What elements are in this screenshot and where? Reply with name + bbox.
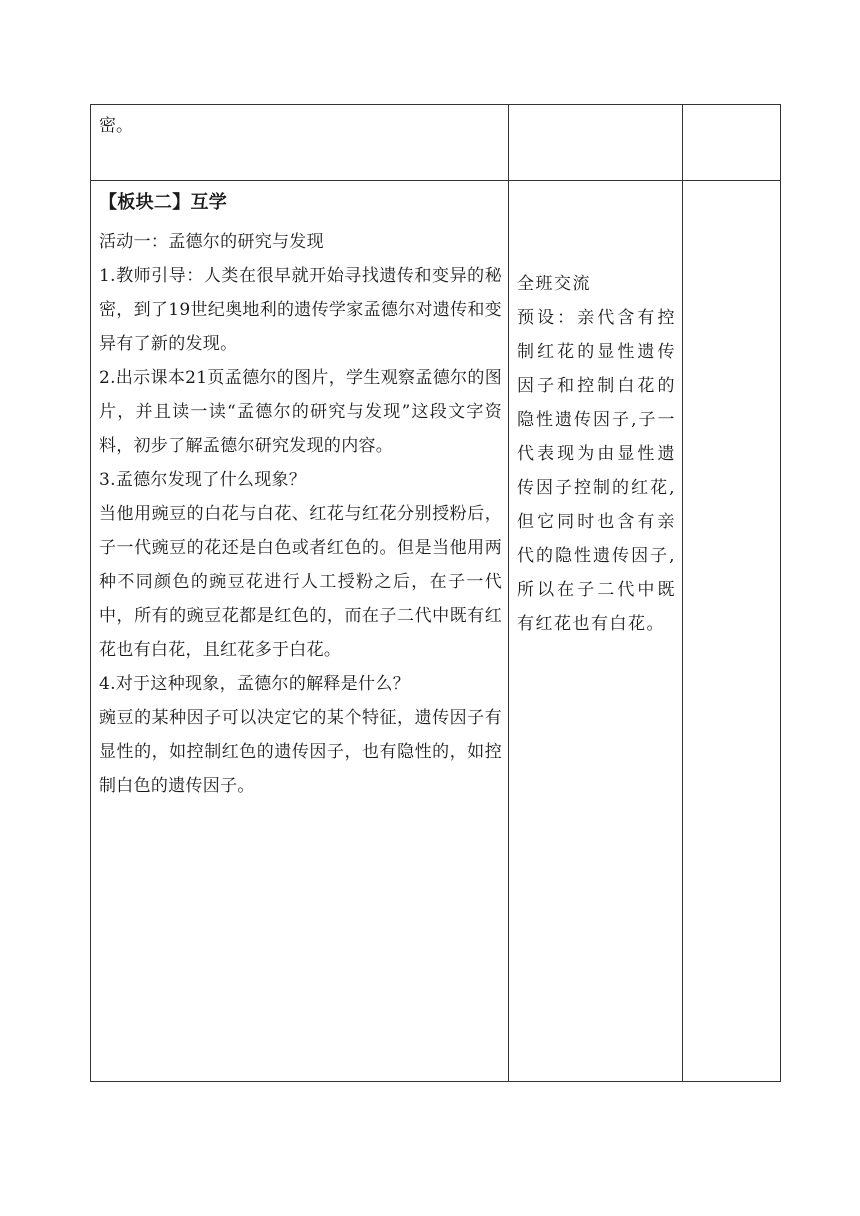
paragraph-4: 当他用豌豆的白花与白花、红花与红花分别授粉后，子一代豌豆的花还是白色或者红色的。但是当他用两种不同颜色的豌豆花进行人工授粉之后，在子一代中，所有的豌豆花都是红色的，而在子二代中既有红花也有白花，且红花多于白花。 xyxy=(99,504,502,660)
side-text: 预设：亲代含有控制红花的显性遗传因子和控制白花的隐性遗传因子,子一代表现为由显性遗传因子控制的红花,但它同时也含有亲代的隐性遗传因子,所以在子二代中既有红花也有白花。 xyxy=(517,308,676,634)
side-cell-top xyxy=(509,105,683,181)
continued-text: 密。 xyxy=(99,116,133,136)
lesson-plan-table xyxy=(90,104,781,1082)
paragraph-3: 3.孟德尔发现了什么现象？ xyxy=(99,470,307,490)
table-row xyxy=(91,105,781,181)
table-row xyxy=(91,181,781,1082)
paragraph-2: 2.出示课本21页孟德尔的图片，学生观察孟德尔的图片，并且读一读“孟德尔的研究与发现”这段文字资料，初步了解孟德尔研究发现的内容。 xyxy=(99,368,502,456)
activity-title: 活动一：孟德尔的研究与发现 xyxy=(99,232,324,252)
paragraph-1: 1.教师引导：人类在很早就开始寻找遗传和变异的秘密，到了19世纪奥地利的遗传学家孟德尔对遗传和变异有了新的发现。 xyxy=(99,266,502,354)
section-heading: 【板块二】互学 xyxy=(99,192,228,213)
side-cell-body xyxy=(509,181,683,1082)
paragraph-5: 4.对于这种现象，孟德尔的解释是什么？ xyxy=(99,674,410,694)
notes-cell-top xyxy=(683,105,781,181)
main-cell-top xyxy=(91,105,509,181)
notes-cell-body xyxy=(683,181,781,1082)
side-title: 全班交流 xyxy=(517,274,591,294)
main-cell-body xyxy=(91,181,509,1082)
paragraph-6: 豌豆的某种因子可以决定它的某个特征，遗传因子有显性的，如控制红色的遗传因子，也有隐性的，如控制白色的遗传因子。 xyxy=(99,708,502,796)
